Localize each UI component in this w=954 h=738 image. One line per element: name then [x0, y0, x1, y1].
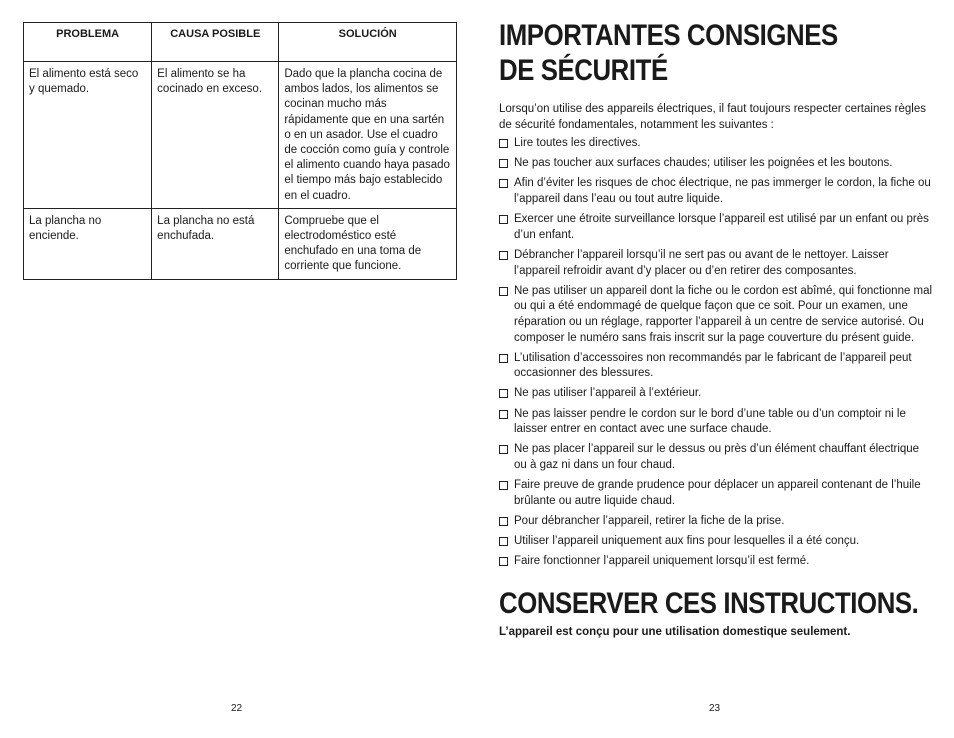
domestic-use-note: L’appareil est conçu pour une utilisation domestique seulement. — [499, 625, 851, 638]
conserver-heading: CONSERVER CES INSTRUCTIONS. — [499, 586, 919, 620]
list-item-text: Faire fonctionner l’appareil uniquement lorsqu’il est fermé. — [514, 555, 810, 568]
list-item — [499, 248, 934, 279]
list-item-text: Utiliser l’appareil uniquement aux fins pour lesquelles il a été conçu. — [514, 535, 860, 548]
list-item-text: Ne pas laisser pendre le cordon sur le bord d’une table ou d’un comptoir ni le laisser entrer en contact avec une surface chaude. — [514, 407, 906, 436]
checkbox-icon — [499, 354, 508, 363]
list-item-text: Débrancher l’appareil lorsqu’il ne sert pas ou avant de le nettoyer. Laisser l’appareil refroidir avant d’y placer ou d’en retirer des composantes. — [514, 248, 889, 277]
header-causa-posible: CAUSA POSIBLE — [152, 23, 279, 62]
checkbox-icon — [499, 215, 508, 224]
checkbox-icon — [499, 445, 508, 454]
page-number-right: 23 — [709, 703, 721, 714]
list-item-text: Ne pas toucher aux surfaces chaudes; utiliser les poignées et les boutons. — [514, 157, 893, 170]
list-item — [499, 514, 934, 530]
checkbox-icon — [499, 251, 508, 260]
list-item — [499, 442, 934, 473]
checkbox-icon — [499, 159, 508, 168]
list-item-text: Faire preuve de grande prudence pour déplacer un appareil contenant de l’huile brûlante ou autre liquide chaud. — [514, 479, 921, 507]
header-problema: PROBLEMA — [24, 23, 152, 62]
checkbox-icon — [499, 410, 508, 419]
list-item-text: Afin d’éviter les risques de choc électrique, ne pas immerger le cordon, la fiche ou l’appareil dans l’eau ou tout autre liquide. — [514, 177, 931, 205]
list-item — [499, 136, 934, 152]
checkbox-icon — [499, 287, 508, 296]
safety-section — [499, 18, 934, 640]
checkbox-icon — [499, 537, 508, 546]
checkbox-icon — [499, 179, 508, 188]
list-item — [499, 478, 934, 509]
table-cell-solution: Compruebe que el electrodoméstico esté enchufado en una toma de corriente que funcione. — [279, 208, 457, 279]
list-item — [499, 212, 934, 243]
checkbox-icon — [499, 481, 508, 490]
list-item-text: Ne pas utiliser un appareil dont la fiche ou le cordon est abîmé, qui fonctionne mal ou qui a été endommagé de quelque façon que ce soit. Pour un examen, une réparation ou un réglage, rapporter l’appareil à un centre de service autorisé. Ou composer le numéro sans frais inscrit sur la page couverture du présent guide. — [514, 284, 933, 344]
table-row — [24, 62, 457, 209]
checkbox-icon — [499, 517, 508, 526]
list-item — [499, 407, 934, 438]
table-header-row — [24, 23, 457, 62]
list-item-text: Ne pas utiliser l’appareil à l’extérieur. — [514, 387, 702, 400]
list-item — [499, 554, 934, 570]
heading-line-2: DE SÉCURITÉ — [499, 54, 668, 87]
safety-intro: Lorsqu’on utilise des appareils électriques, il faut toujours respecter certaines règles de sécurité fondamentales, notamment les suivantes : — [499, 103, 927, 131]
table-cell-problem: El alimento está seco y quemado. — [24, 62, 152, 209]
list-item-text: Lire toutes les directives. — [514, 137, 641, 149]
table-cell-cause: La plancha no está enchufada. — [152, 208, 279, 279]
list-item — [499, 386, 934, 402]
list-item — [499, 176, 934, 207]
page-number-left: 22 — [231, 703, 243, 714]
safety-list — [499, 136, 934, 570]
list-item-text: L’utilisation d’accessoires non recommandés par le fabricant de l’appareil peut occasionner des blessures. — [514, 351, 912, 380]
header-solucion: SOLUCIÓN — [279, 23, 457, 62]
table-row — [24, 208, 457, 279]
list-item-text: Exercer une étroite surveillance lorsque l’appareil est utilisé par un enfant ou près d’un enfant. — [514, 213, 929, 241]
list-item-text: Pour débrancher l’appareil, retirer la fiche de la prise. — [514, 515, 785, 527]
table-cell-solution: Dado que la plancha cocina de ambos lados, los alimentos se cocinan mucho más rápidamente que en una sartén o en un asador. Use el cuadro de cocción como guía y controle el alimento cuando haya pasado el tiempo más bajo establecido en el cuadro. — [279, 62, 457, 209]
checkbox-icon — [499, 139, 508, 148]
safety-heading — [499, 18, 873, 88]
list-item — [499, 156, 934, 172]
list-item — [499, 351, 934, 382]
table-cell-cause: El alimento se ha cocinado en exceso. — [152, 62, 279, 209]
list-item-text: Ne pas placer l’appareil sur le dessus ou près d’un élément chauffant électrique ou à gaz ni dans un four chaud. — [514, 443, 920, 472]
checkbox-icon — [499, 389, 508, 398]
list-item — [499, 284, 934, 346]
list-item — [499, 534, 934, 550]
table-cell-problem: La plancha no enciende. — [24, 208, 152, 279]
heading-line-1: IMPORTANTES CONSIGNES — [499, 19, 838, 52]
troubleshooting-table — [23, 22, 457, 280]
checkbox-icon — [499, 557, 508, 566]
